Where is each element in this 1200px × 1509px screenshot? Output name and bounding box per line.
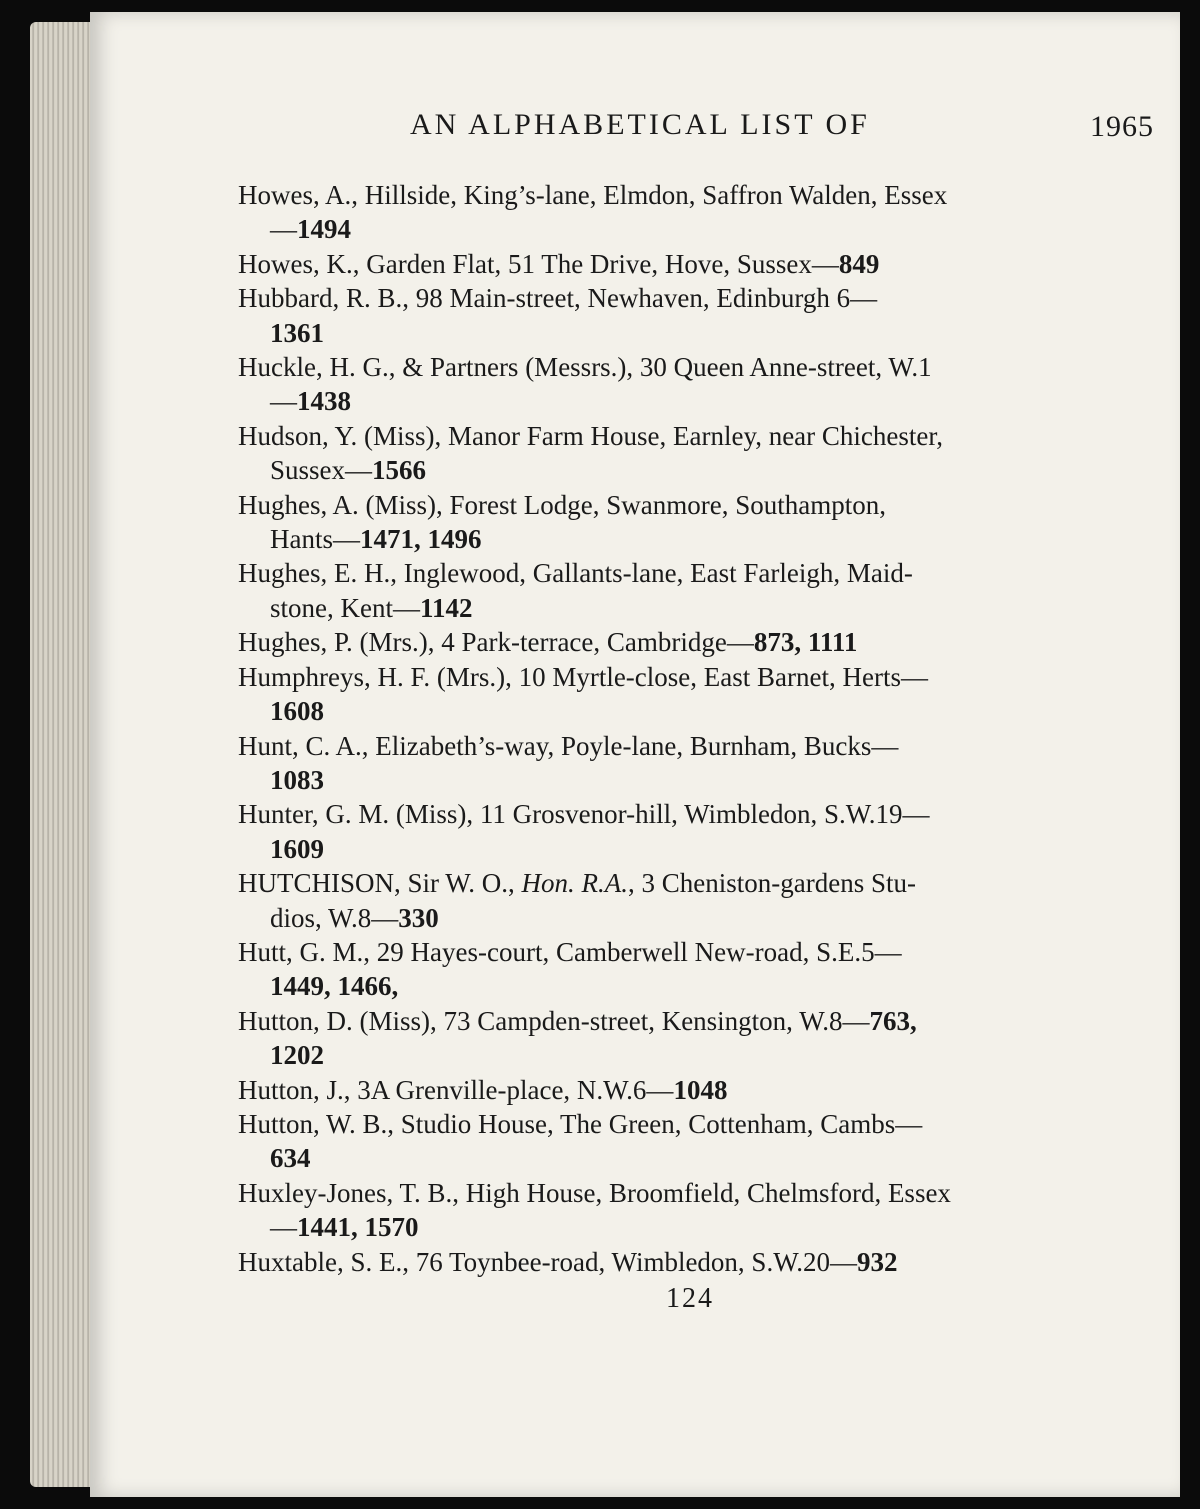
list-item: Huxtable, S. E., 76 Toynbee-road, Wimbledon, S.W.20—932 <box>238 1246 898 1277</box>
list-item: Hudson, Y. (Miss), Manor Farm House, Earnley, near Chichester, Sussex—1566 <box>238 420 944 486</box>
list-item: HUTCHISON, Sir W. O., Hon. R.A., 3 Cheniston-gardens Stu- dios, W.8—330 <box>238 868 916 933</box>
list-item: Howes, K., Garden Flat, 51 The Drive, Hove, Sussex—849 <box>238 248 880 279</box>
list-item: Hubbard, R. B., 98 Main-street, Newhaven, Edinburgh 6— 1361 <box>238 283 878 348</box>
page-number: 124 <box>666 1283 714 1314</box>
list-item: Hutton, W. B., Studio House, The Green, Cottenham, Cambs— 634 <box>238 1108 923 1174</box>
list-item: Humphreys, H. F. (Mrs.), 10 Myrtle-close, East Barnet, Herts— 1608 <box>238 661 928 727</box>
list-item: Hutton, J., 3A Grenville-place, N.W.6—1048 <box>238 1074 728 1105</box>
list-item: Hughes, A. (Miss), Forest Lodge, Swanmore, Southampton, Hants—1471, 1496 <box>238 489 886 555</box>
list-item: Hunter, G. M. (Miss), 11 Grosvenor-hill, Wimbledon, S.W.19— 1609 <box>238 799 930 864</box>
header-title: AN ALPHABETICAL LIST OF <box>410 108 870 141</box>
list-item: Hughes, E. H., Inglewood, Gallants-lane, East Farleigh, Maid- stone, Kent—1142 <box>238 558 913 623</box>
list-item: Hunt, C. A., Elizabeth’s-way, Poyle-lane, Burnham, Bucks— 1083 <box>238 730 899 795</box>
list-item: Hutt, G. M., 29 Hayes-court, Camberwell New-road, S.E.5— 1449, 1466, <box>238 936 902 1002</box>
list-item: Hutton, D. (Miss), 73 Campden-street, Kensington, W.8—763, 1202 <box>238 1005 917 1071</box>
list-item: Hughes, P. (Mrs.), 4 Park-terrace, Cambridge—873, 1111 <box>238 627 858 658</box>
list-item: Huckle, H. G., & Partners (Messrs.), 30 Queen Anne-street, W.1 —1438 <box>238 352 932 417</box>
list-item: Huxley-Jones, T. B., High House, Broomfield, Chelmsford, Essex —1441, 1570 <box>238 1177 951 1243</box>
list-item: Howes, A., Hillside, King’s-lane, Elmdon, Saffron Walden, Essex —1494 <box>238 180 948 245</box>
header-year: 1965 <box>1090 110 1154 143</box>
running-header <box>318 108 1158 152</box>
entry-list <box>238 178 1156 1279</box>
